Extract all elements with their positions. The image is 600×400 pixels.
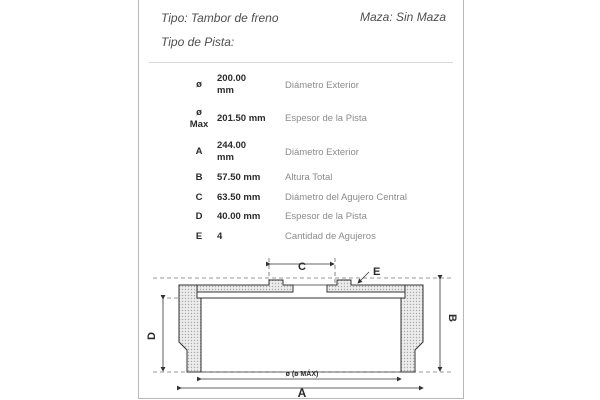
label-a: A [297,386,307,398]
spec-description: Espesor de la Pista [285,113,367,124]
spec-symbol: ø Max [189,107,209,130]
spec-value: 57.50 mm [217,172,261,183]
spec-symbol: ø [196,79,202,90]
label-b: B [446,314,458,322]
spec-description: Diámetro Exterior [285,80,359,91]
brake-drum-diagram [139,0,463,398]
spec-description: Altura Total [285,172,333,183]
spec-value: 200.00 mm [217,73,247,96]
spec-description: Diámetro del Agujero Central [285,192,407,203]
label-c: C [298,261,306,273]
drum-cross-section [179,280,423,372]
spec-value: 244.00 mm [217,140,247,163]
spec-value: 201.50 mm [217,113,266,124]
spec-value: 40.00 mm [217,211,261,222]
spec-value: 4 [217,231,223,242]
label-d: D [146,332,158,340]
spec-value: 63.50 mm [217,192,261,203]
spec-symbol: D [195,211,203,222]
track-type: Tipo de Pista: [161,35,235,49]
hub-type: Maza: Sin Maza [360,10,447,24]
spec-description: Cantidad de Agujeros [285,231,376,242]
spec-symbol: B [195,172,203,183]
spec-symbol: C [195,192,203,203]
label-e: E [373,266,381,278]
spec-description: Espesor de la Pista [285,211,367,222]
spec-description: Diámetro Exterior [285,147,359,158]
brake-drum-spec-card [138,0,464,399]
spec-symbol: E [195,231,203,242]
label-diameter: ø (ø MÁX) [285,371,319,378]
spec-symbol: A [195,146,203,157]
dimension-lines [163,264,440,388]
product-type: Tipo: Tambor de freno [161,11,279,25]
